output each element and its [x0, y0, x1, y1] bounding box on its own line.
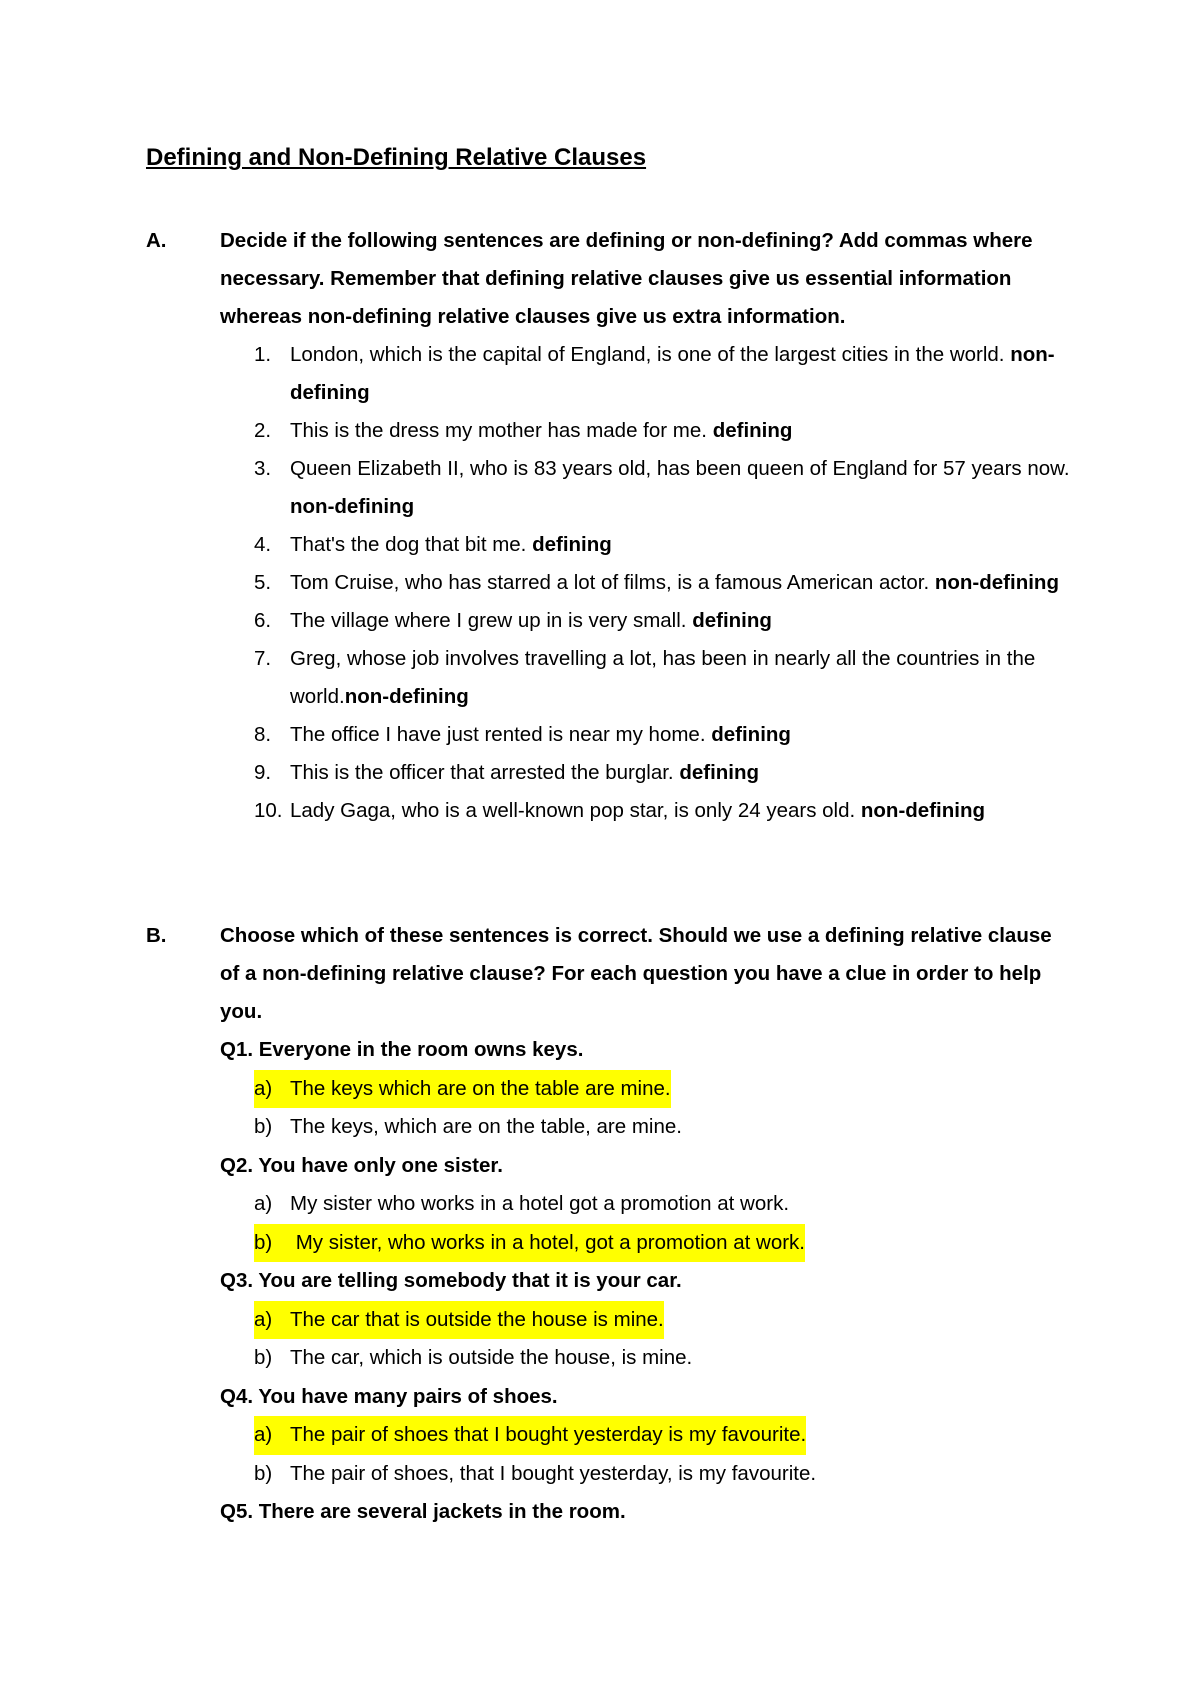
option-text: The keys, which are on the table, are mine.: [290, 1115, 682, 1138]
page-title: Defining and Non-Defining Relative Clauses: [146, 144, 647, 171]
section-a-instruction: Decide if the following sentences are defining or non-defining? Add commas where necessary. Remember that defining relative clauses give us essential information whereas non-defining relative clauses give us extra information.: [220, 229, 1033, 328]
item-answer: defining: [692, 609, 772, 632]
item-body: [290, 412, 1076, 450]
section-b-questions: [146, 1031, 1076, 1532]
item-body: [290, 526, 1076, 564]
item-answer: defining: [532, 533, 612, 556]
question-label: Q2. You have only one sister.: [220, 1153, 503, 1177]
item-number: 5.: [254, 571, 272, 594]
answer-option: [254, 1455, 1076, 1494]
list-item: [146, 716, 1076, 754]
item-sentence: The office I have just rented is near my home.: [290, 723, 712, 746]
option-label: b): [254, 1461, 273, 1485]
section-a: [146, 222, 1076, 830]
item-sentence: Queen Elizabeth II, who is 83 years old, has been queen of England for 57 years now.: [290, 457, 1070, 480]
question-label: Q4. You have many pairs of shoes.: [220, 1384, 558, 1408]
item-answer: non-defining: [290, 495, 415, 518]
item-answer: non-defining: [934, 571, 1059, 594]
answer-option: [254, 1108, 1076, 1147]
item-answer: defining: [711, 723, 791, 746]
list-item: [146, 754, 1076, 792]
list-item: [146, 564, 1076, 602]
item-number: 2.: [254, 419, 272, 442]
item-answer: non-defining: [344, 685, 469, 708]
item-body: [290, 336, 1076, 412]
question-label: Q1. Everyone in the room owns keys.: [220, 1038, 584, 1061]
list-item: [146, 640, 1076, 716]
item-body: [290, 716, 1076, 754]
item-body: [290, 564, 1076, 602]
item-sentence: Lady Gaga, who is a well-known pop star, is only 24 years old.: [290, 799, 861, 822]
option-label: a): [254, 1301, 290, 1340]
option-label: b): [254, 1115, 273, 1138]
answer-option-highlighted: [254, 1070, 1076, 1109]
list-item: [146, 602, 1076, 640]
option-label: a): [254, 1192, 273, 1215]
item-number: 7.: [254, 647, 272, 670]
item-sentence: Greg, whose job involves travelling a lot, has been in nearly all the countries in the world.: [290, 647, 1036, 708]
answer-option-highlighted: [254, 1301, 1076, 1340]
list-item: [146, 450, 1076, 526]
item-body: [290, 602, 1076, 640]
item-number: 4.: [254, 533, 272, 556]
item-number: 10.: [254, 799, 283, 822]
item-body: [290, 754, 1076, 792]
section-a-header: [146, 222, 1076, 336]
item-number: 9.: [254, 761, 272, 784]
item-body: [290, 640, 1076, 716]
item-sentence: This is the dress my mother has made for me.: [290, 419, 713, 442]
answer-option-highlighted: [254, 1416, 1076, 1455]
list-item: [146, 412, 1076, 450]
item-answer: defining: [712, 419, 793, 442]
option-text: My sister who works in a hotel got a promotion at work.: [290, 1192, 790, 1215]
option-text: My sister, who works in a hotel, got a promotion at work.: [290, 1224, 805, 1263]
item-body: [290, 792, 1076, 830]
option-text: The car, which is outside the house, is mine.: [290, 1346, 693, 1369]
option-text: The pair of shoes that I bought yesterday is my favourite.: [290, 1416, 806, 1455]
item-answer: defining: [679, 761, 760, 784]
list-item: [146, 526, 1076, 564]
item-sentence: This is the officer that arrested the burglar.: [290, 761, 680, 784]
option-text: The pair of shoes, that I bought yesterday, is my favourite.: [290, 1461, 817, 1485]
section-b-instruction: Choose which of these sentences is correct. Should we use a defining relative clause of a non-defining relative clause? For each question you have a clue in order to help you.: [220, 924, 1052, 1023]
item-sentence: The village where I grew up in is very small.: [290, 609, 693, 632]
answer-option: [254, 1339, 1076, 1378]
item-number: 1.: [254, 343, 272, 366]
list-item: [146, 336, 1076, 412]
item-answer: non-defining: [860, 799, 985, 822]
item-number: 6.: [254, 609, 272, 632]
question-label: Q3. You are telling somebody that it is your car.: [220, 1269, 682, 1292]
section-b-letter: B.: [146, 924, 167, 947]
section-b: [146, 917, 1076, 1532]
option-label: a): [254, 1416, 290, 1455]
item-number: 3.: [254, 457, 272, 480]
option-label: b): [254, 1346, 273, 1369]
option-text: The keys which are on the table are mine.: [290, 1070, 671, 1109]
item-number: 8.: [254, 723, 272, 746]
item-sentence: Tom Cruise, who has starred a lot of films, is a famous American actor.: [290, 571, 935, 594]
option-label: a): [254, 1070, 290, 1109]
question-label: Q5. There are several jackets in the room.: [220, 1500, 626, 1523]
answer-option: [254, 1185, 1076, 1224]
item-sentence: That's the dog that bit me.: [290, 533, 533, 556]
section-a-list: [146, 336, 1076, 830]
answer-option-highlighted: [254, 1224, 1076, 1263]
list-item: [146, 792, 1076, 830]
section-a-letter: A.: [146, 229, 167, 252]
section-b-header: [146, 917, 1076, 1031]
item-body: [290, 450, 1076, 526]
option-label: b): [254, 1224, 290, 1263]
option-text: The car that is outside the house is mine.: [290, 1301, 664, 1340]
item-answer: non-defining: [290, 343, 1055, 404]
item-sentence: London, which is the capital of England, is one of the largest cities in the world.: [290, 343, 1011, 366]
